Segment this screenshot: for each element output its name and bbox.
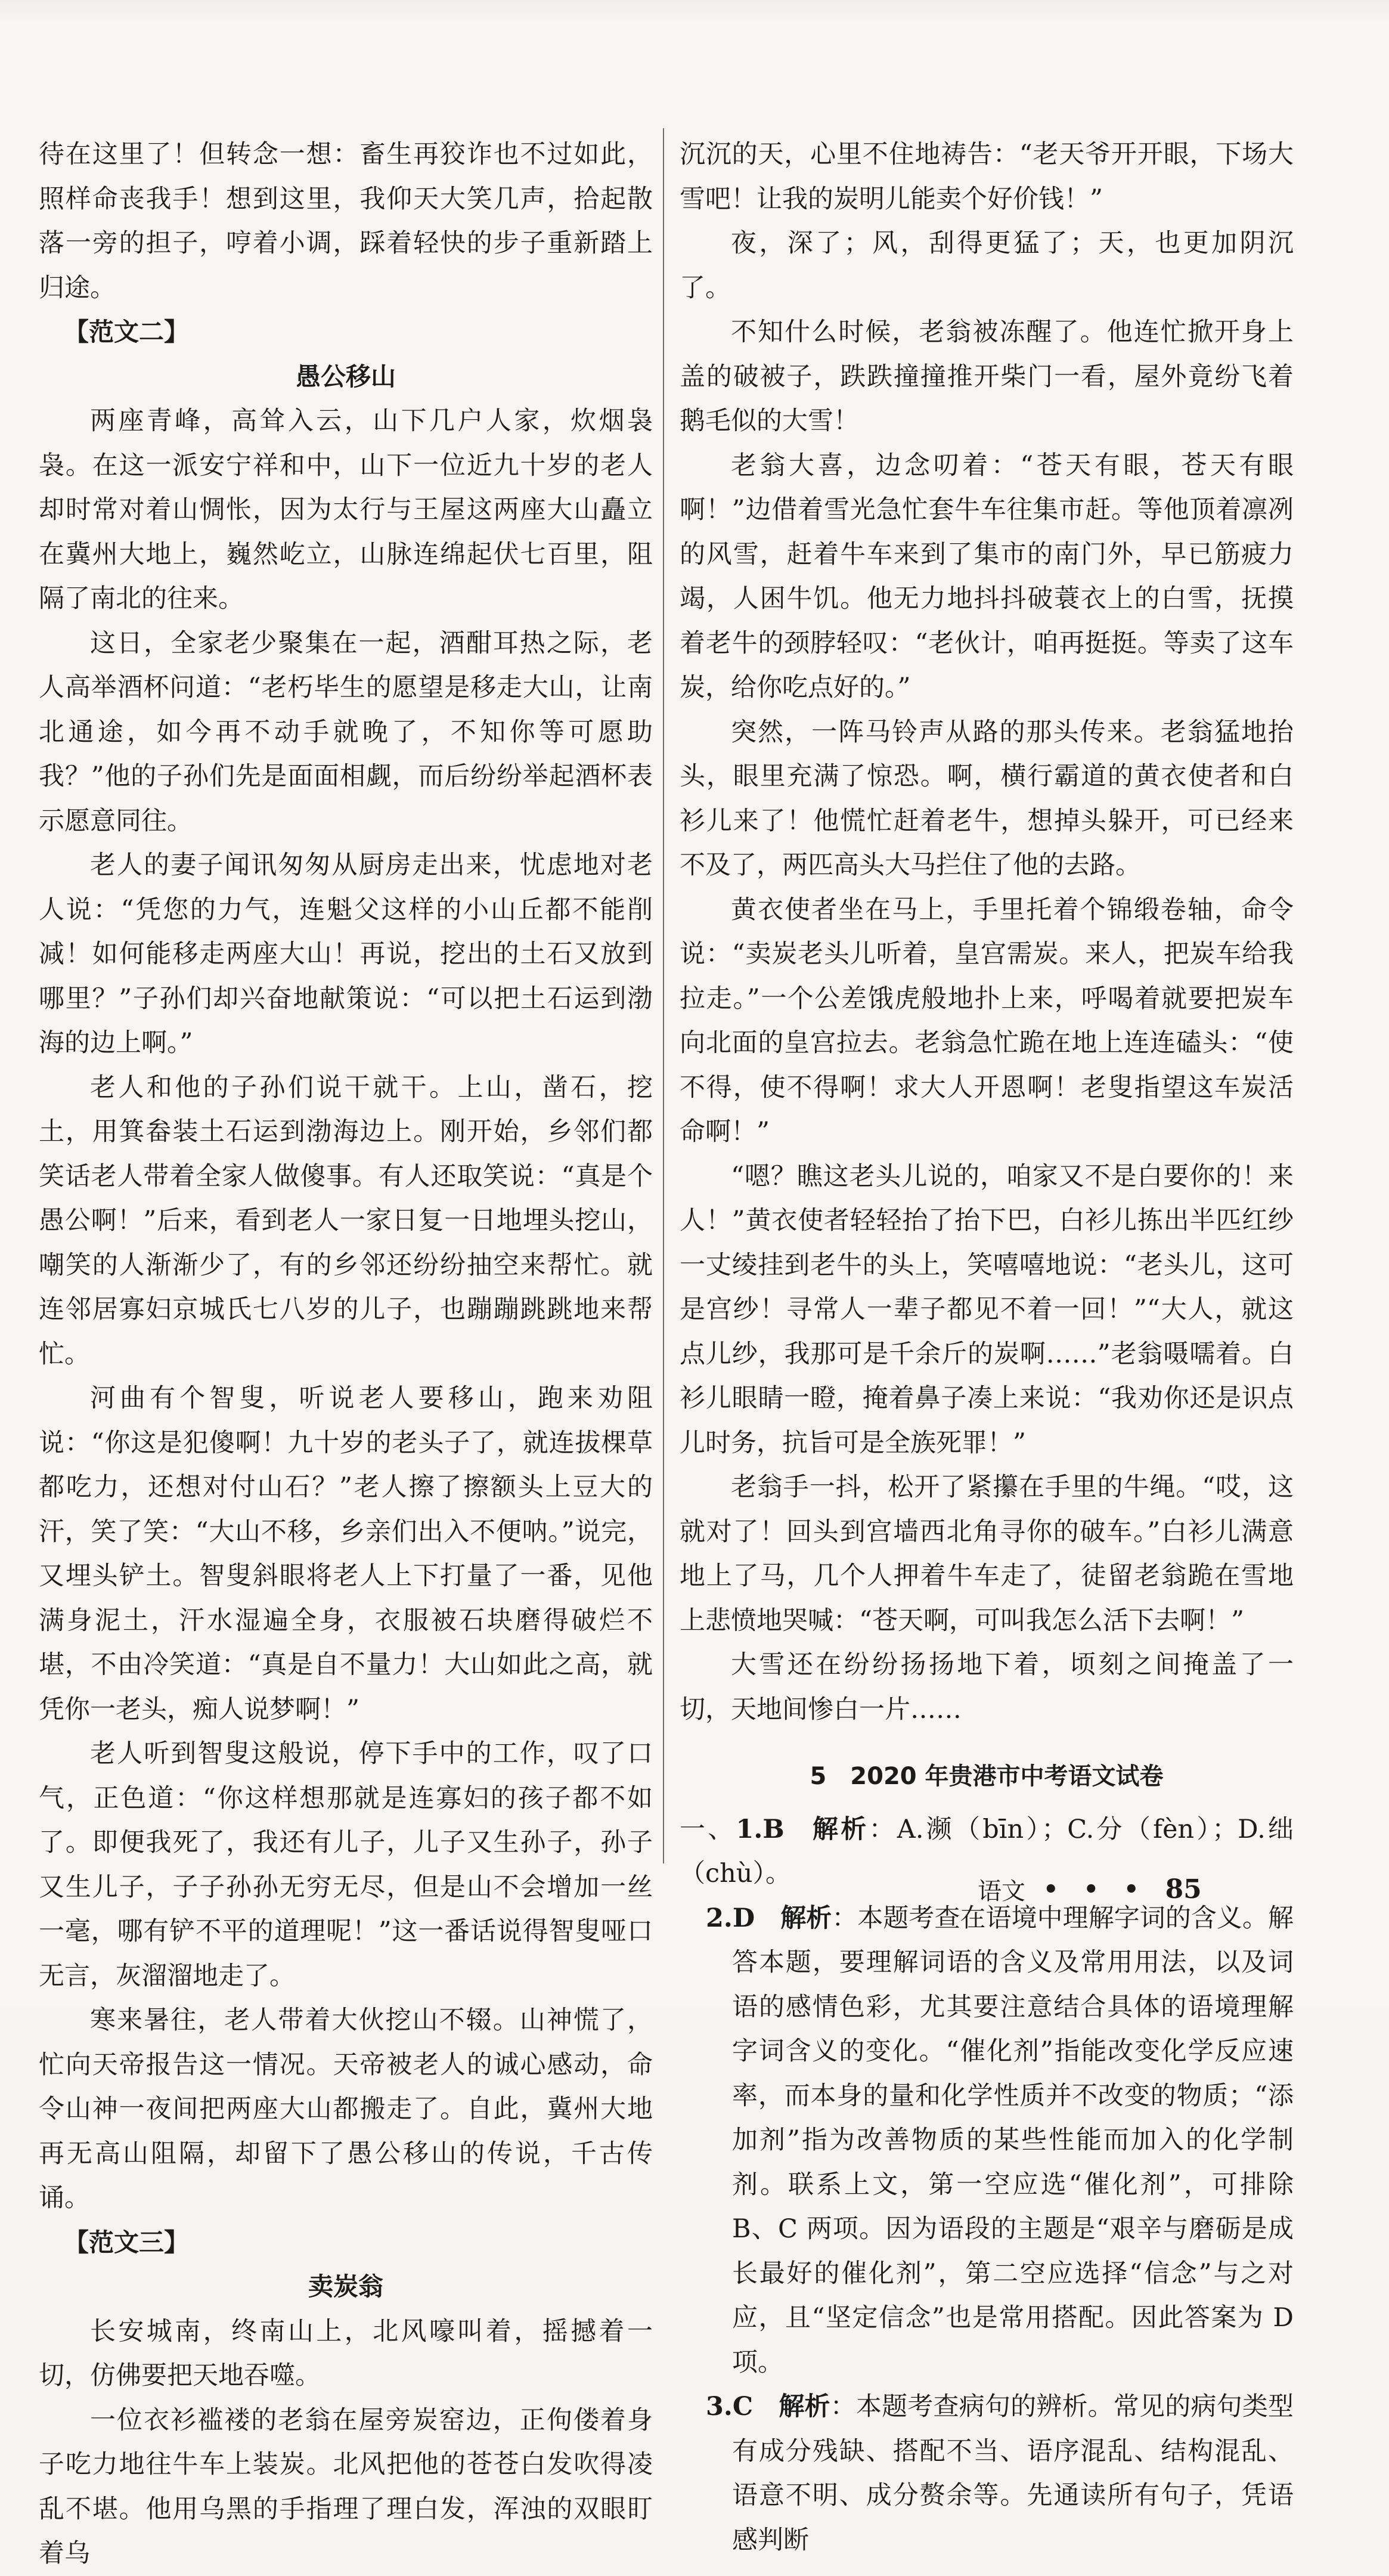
answer-item <box>680 1896 1294 2385</box>
answer-number: 1.B <box>736 1814 785 1844</box>
answer-number: 3.C <box>706 2392 754 2422</box>
essay2-paragraph: 老人的妻子闻讯匆匆从厨房走出来，忧虑地对老人说：“凭您的力气，连魁父这样的小山丘都不能削减！如何能移走两座大山！再说，挖出的土石又放到哪里？”子孙们却兴奋地献策说：“可以把土石运到渤海的边上啊。” <box>39 850 653 1058</box>
answer-item <box>680 2385 1294 2562</box>
exam-section-title: 5 2020 年贵港市中考语文试卷 <box>810 1763 1164 1790</box>
left-column <box>39 132 653 2576</box>
answer-label: 解析 <box>810 1814 869 1844</box>
footer-dots: • • • <box>1043 1875 1148 1903</box>
footer-subject: 语文 <box>978 1877 1025 1905</box>
page-number: 85 <box>1165 1874 1202 1905</box>
essay3-label: 【范文三】 <box>64 2227 190 2257</box>
right-column <box>680 132 1294 2562</box>
essay2-paragraph: 老人和他的子孙们说干就干。上山，凿石，挖土，用箕畚装土石运到渤海边上。刚开始，乡邻们都笑话老人带着全家人做傻事。有人还取笑说：“真是个愚公啊！”后来，看到老人一家日复一日地埋头挖山，嘲笑的人渐渐少了，有的乡邻还纷纷抽空来帮忙。就连邻居寡妇京城氏七八岁的儿子，也蹦蹦跳跳地来帮忙。 <box>39 1072 653 1369</box>
essay3-paragraph: 老翁大喜，边念叨着：“苍天有眼，苍天有眼啊！”边借着雪光急忙套牛车往集市赶。等他顶着凛冽的风雪，赶着牛车来到了集市的南门外，早已筋疲力竭，人困牛饥。他无力地抖抖破蓑衣上的白雪，抚摸着老牛的颈脖轻叹：“老伙计，咱再挺挺。等卖了这车炭，给你吃点好的。” <box>680 450 1294 702</box>
intro-paragraph: 待在这里了！但转念一想：畜生再狡诈也不过如此，照样命丧我手！想到这里，我仰天大笑几声，拾起散落一旁的担子，哼着小调，踩着轻快的步子重新踏上归途。 <box>39 140 653 303</box>
answer-text: ：A.濒（bīn）；C.分（fèn）；D.绌（chù）。 <box>680 1814 1294 1888</box>
answer-label: 解析 <box>780 1903 832 1933</box>
essay2-paragraph: 寒来暑往，老人带着大伙挖山不辍。山神慌了，忙向天帝报告这一情况。天帝被老人的诚心感动，命令山神一夜间把两座大山都搬走了。自此，冀州大地再无高山阻隔，却留下了愚公移山的传说，千古传诵。 <box>39 2005 653 2213</box>
essay2-title: 愚公移山 <box>295 361 396 391</box>
answer-text: ：本题考查病句的辨析。常见的病句类型有成分残缺、搭配不当、语序混乱、结构混乱、语意不明、成分赘余等。先通读所有句子，凭语感判断 <box>732 2392 1294 2555</box>
essay3-paragraph: 不知什么时候，老翁被冻醒了。他连忙掀开身上盖的破被子，跌跌撞撞推开柴门一看，屋外竟纷飞着鹅毛似的大雪！ <box>680 317 1294 436</box>
essay3-title: 卖炭翁 <box>308 2272 383 2301</box>
page-footer <box>978 1871 1202 1907</box>
essay3-paragraph: 长安城南，终南山上，北风嚎叫着，摇撼着一切，仿佛要把天地吞噬。 <box>39 2316 653 2391</box>
essay3-paragraph: 大雪还在纷纷扬扬地下着，顷刻之间掩盖了一切，天地间惨白一片…… <box>680 1650 1294 1724</box>
column-divider <box>663 128 664 1863</box>
answer-number: 2.D <box>706 1903 755 1933</box>
essay3-paragraph: 一位衣衫褴褛的老翁在屋旁炭窑边，正佝偻着身子吃力地往牛车上装炭。北风把他的苍苍白发吹得凌乱不堪。他用乌黑的手指理了理白发，浑浊的双眼盯着乌 <box>39 2405 653 2568</box>
essay3-continuation: 沉沉的天，心里不住地祷告：“老天爷开开眼，下场大雪吧！让我的炭明儿能卖个好价钱！” <box>680 140 1294 214</box>
essay3-paragraph: 夜，深了；风，刮得更猛了；天，也更加阴沉了。 <box>680 228 1294 303</box>
essay2-paragraph: 河曲有个智叟，听说老人要移山，跑来劝阻说：“你这是犯傻啊！九十岁的老头子了，就连拔棵草都吃力，还想对付山石？”老人擦了擦额头上豆大的汗，笑了笑：“大山不移，乡亲们出入不便呐。”说完，又埋头铲土。智叟斜眼将老人上下打量了一番，见他满身泥土，汗水湿遍全身，衣服被石块磨得破烂不堪，不由冷笑道：“真是自不量力！大山如此之高，就凭你一老头，痴人说梦啊！” <box>39 1383 653 1724</box>
answer-prefix: 一、 <box>680 1814 736 1844</box>
essay3-paragraph: 老翁手一抖，松开了紧攥在手里的牛绳。“哎，这就对了！回头到宫墙西北角寻你的破车。”白衫儿满意地上了马，几个人押着牛车走了，徒留老翁跪在雪地上悲愤地哭喊：“苍天啊，可叫我怎么活下去啊！” <box>680 1472 1294 1636</box>
essay2-paragraph: 老人听到智叟这般说，停下手中的工作，叹了口气，正色道：“你这样想那就是连寡妇的孩子都不如了。即便我死了，我还有儿子，儿子又生孙子，孙子又生儿子，子子孙孙无穷无尽，但是山不会增加一丝一毫，哪有铲不平的道理呢！”这一番话说得智叟哑口无言，灰溜溜地走了。 <box>39 1739 653 1991</box>
essay2-label: 【范文二】 <box>64 317 190 346</box>
essay2-paragraph: 两座青峰，高耸入云，山下几户人家，炊烟袅袅。在这一派安宁祥和中，山下一位近九十岁的老人却时常对着山惆怅，因为太行与王屋这两座大山矗立在冀州大地上，巍然屹立，山脉连绵起伏七百里，阻隔了南北的往来。 <box>39 406 653 614</box>
essay3-paragraph: 黄衣使者坐在马上，手里托着个锦缎卷轴，命令说：“卖炭老头儿听着，皇宫需炭。来人，把炭车给我拉走。”一个公差饿虎般地扑上来，呼喝着就要把炭车向北面的皇宫拉去。老翁急忙跪在地上连连磕头：“使不得，使不得啊！求大人开恩啊！老叟指望这车炭活命啊！” <box>680 894 1294 1147</box>
essay2-paragraph: 这日，全家老少聚集在一起，酒酣耳热之际，老人高举酒杯问道：“老朽毕生的愿望是移走大山，让南北通途，如今再不动手就晚了，不知你等可愿助我？”他的子孙们先是面面相觑，而后纷纷举起酒杯表示愿意同往。 <box>39 628 653 836</box>
essay3-paragraph: 突然，一阵马铃声从路的那头传来。老翁猛地抬头，眼里充满了惊恐。啊，横行霸道的黄衣使者和白衫儿来了！他慌忙赶着老牛，想掉头躲开，可已经来不及了，两匹高头大马拦住了他的去路。 <box>680 717 1294 880</box>
essay3-paragraph: “嗯？瞧这老头儿说的，咱家又不是白要你的！来人！”黄衣使者轻轻抬了抬下巴，白衫儿拣出半匹红纱一丈绫挂到老牛的头上，笑嘻嘻地说：“老头儿，这可是宫纱！寻常人一辈子都见不着一回！”“大人，就这点儿纱，我那可是千余斤的炭啊……”老翁嗫嚅着。白衫儿眼睛一瞪，掩着鼻子凑上来说：“我劝你还是识点儿时务，抗旨可是全族死罪！” <box>680 1161 1294 1458</box>
answer-text: ：本题考查在语境中理解字词的含义。解答本题，要理解词语的含义及常用用法，以及词语的感情色彩，尤其要注意结合具体的语境理解字词含义的变化。“催化剂”指能改变化学反应速率，而本身的量和化学性质并不改变的物质；“添加剂”指为改善物质的某些性能而加入的化学制剂。联系上文，第一空应选“催化剂”，可排除 B、C 两项。因为语段的主题是“艰辛与磨砺是成长最好的催化剂”，第二空应选择“信念”与之对应，且“坚定信念”也是常用搭配。因此答案为 D 项。 <box>732 1903 1294 2377</box>
answer-label: 解析 <box>779 2392 830 2422</box>
